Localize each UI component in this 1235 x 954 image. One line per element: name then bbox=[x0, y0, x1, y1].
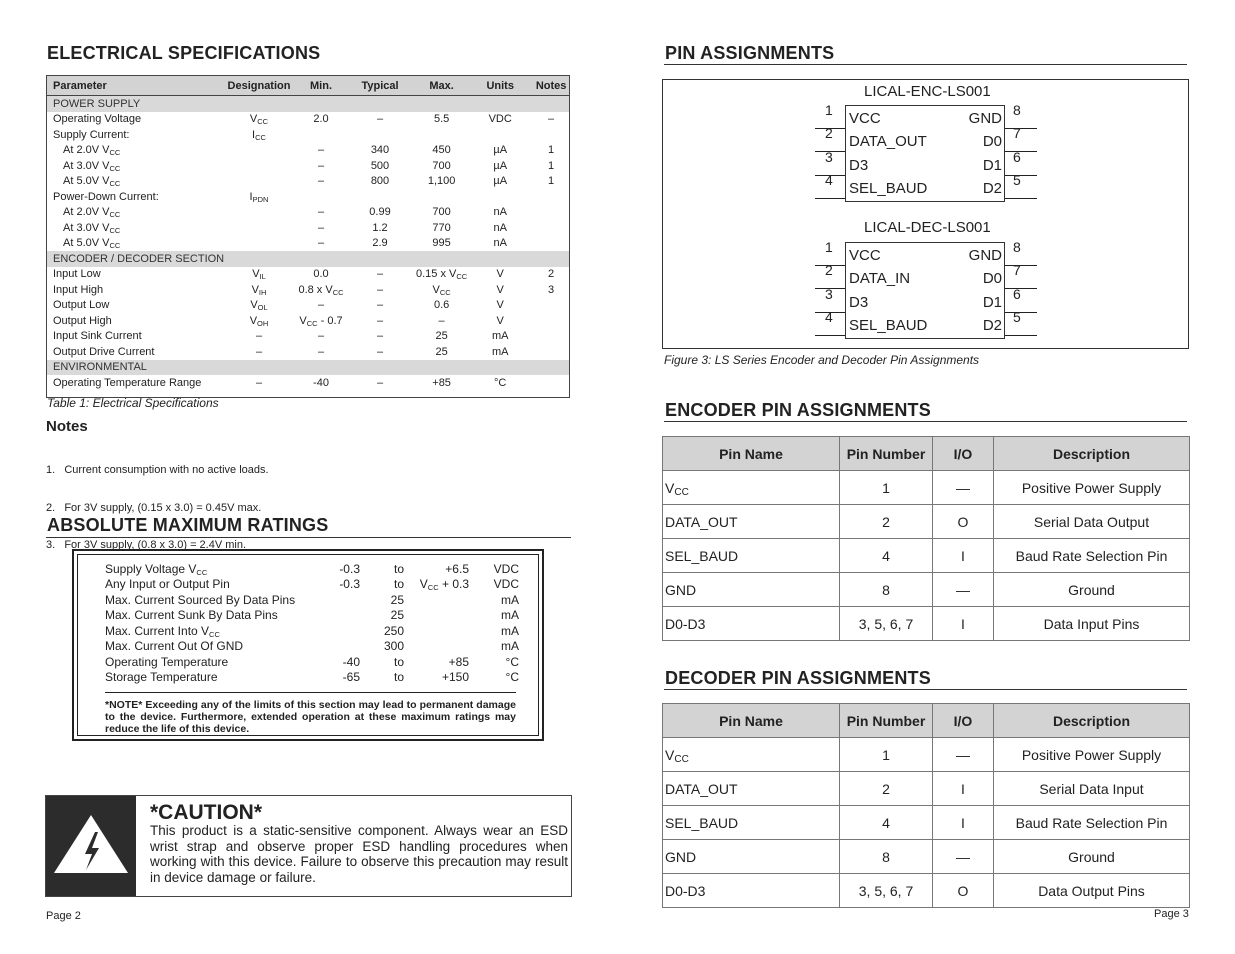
table-row: Max. Current Sunk By Data Pins 25 mA bbox=[105, 608, 519, 623]
decoder-pin-label: D0 bbox=[982, 270, 1002, 288]
decoder-pin-label: DATA_IN bbox=[849, 270, 911, 288]
encoder-pin-number: 6 bbox=[1013, 148, 1021, 165]
encoder-pin-label: VCC bbox=[849, 110, 881, 127]
decoder-pin-number: 8 bbox=[1013, 239, 1021, 255]
heading-rule bbox=[46, 537, 571, 538]
decoder-pin-label: D3 bbox=[849, 293, 869, 311]
column-header: Pin Name bbox=[663, 704, 840, 738]
absolute-max-ratings-table bbox=[105, 561, 519, 685]
heading-rule bbox=[664, 421, 1187, 422]
column-header: Notes bbox=[533, 76, 569, 96]
pin-name-cell: DATA_OUT bbox=[663, 772, 840, 806]
decoder-pin-label: SEL_BAUD bbox=[849, 316, 928, 334]
decoder-pin-number: 2 bbox=[825, 262, 833, 279]
heading-rule bbox=[664, 689, 1187, 690]
pin-name-cell: SEL_BAUD bbox=[663, 806, 840, 840]
table-row bbox=[663, 505, 1190, 539]
pin-name-cell: D0-D3 bbox=[663, 874, 840, 908]
description-cell: Serial Data Output bbox=[994, 505, 1190, 539]
amr-note: *NOTE* Exceeding any of the limits of this section may lead to permanent damage to the device. Furthermore, extended operation at these maximum ratings may reduce the life of this device. bbox=[105, 692, 516, 735]
caution-box bbox=[45, 795, 572, 897]
encoder-pin-lead bbox=[1005, 198, 1037, 199]
pin-name-cell: GND bbox=[663, 840, 840, 874]
description-cell: Baud Rate Selection Pin bbox=[994, 806, 1190, 840]
column-header: Max. bbox=[416, 76, 467, 96]
pin-name-cell: $V_{CC}$ bbox=[663, 738, 840, 772]
pin-number-cell: 3, 5, 6, 7 bbox=[840, 607, 933, 641]
description-cell: Baud Rate Selection Pin bbox=[994, 539, 1190, 573]
column-header: Description bbox=[994, 437, 1190, 471]
decoder-pin-number: 1 bbox=[825, 239, 833, 255]
pin-number-cell: 1 bbox=[840, 738, 933, 772]
table-row: At 3.0V $V_{CC}$ – 1.2 770 nA bbox=[63, 221, 507, 235]
encoder-pin-label: GND bbox=[968, 110, 1002, 127]
encoder-pin-number: 1 bbox=[825, 102, 833, 118]
pin-number-cell: 8 bbox=[840, 573, 933, 607]
decoder-pin-number: 5 bbox=[1013, 308, 1021, 325]
encoder-pin-label: D1 bbox=[982, 156, 1002, 174]
description-cell: Serial Data Input bbox=[994, 772, 1190, 806]
decoder-pin-number: 7 bbox=[1013, 262, 1021, 279]
decoder-chip-title: LICAL-DEC-LS001 bbox=[864, 219, 991, 236]
encoder-pin-label: DATA_OUT bbox=[849, 133, 927, 151]
pin-number-cell: 1 bbox=[840, 471, 933, 505]
table-row: Supply Voltage $V_{CC}$ -0.3 to +6.5 VDC bbox=[105, 561, 519, 577]
decoder-pin-lead bbox=[1005, 312, 1037, 313]
table-row: Input High $V_{IH}$ 0.8 x $V_{CC}$ – $V_{CC}$ V 3 bbox=[53, 283, 555, 297]
column-header: Pin Number bbox=[840, 437, 933, 471]
column-header: Min. bbox=[298, 76, 344, 96]
table-row: Operating Voltage $V_{CC}$ 2.0 – 5.5 VDC – bbox=[53, 113, 555, 127]
table-row: At 2.0V $V_{CC}$ – 340 450 µA 1 bbox=[63, 144, 555, 158]
column-header: I/O bbox=[933, 704, 994, 738]
table-row: Supply Current: $I_{CC}$ bbox=[53, 128, 266, 142]
amr-heading: ABSOLUTE MAXIMUM RATINGS bbox=[47, 515, 329, 535]
pin-number-cell: 4 bbox=[840, 539, 933, 573]
table-row: Power-Down Current: $I_{PDN}$ bbox=[53, 190, 269, 204]
description-cell: Positive Power Supply bbox=[994, 471, 1190, 505]
table-row: Input Low $V_{IL}$ 0.0 – 0.15 x $V_{CC}$ V 2 bbox=[53, 268, 555, 282]
pin-number-cell: 3, 5, 6, 7 bbox=[840, 874, 933, 908]
figure-caption: Figure 3: LS Series Encoder and Decoder Pin Assignments bbox=[664, 353, 980, 367]
table-caption: Table 1: Electrical Specifications bbox=[47, 396, 219, 410]
column-header: Pin Name bbox=[663, 437, 840, 471]
notes-list bbox=[46, 439, 269, 564]
table-row: Max. Current Out Of GND 300 mA bbox=[105, 639, 519, 654]
decoder-pin-label: D1 bbox=[982, 293, 1002, 311]
page-number-right: Page 3 bbox=[1154, 908, 1189, 920]
table-row: Any Input or Output Pin -0.3 to $V_{CC} + 0.3$ VDC bbox=[105, 577, 519, 593]
table-row: Output Low $V_{OL}$ – – 0.6 V bbox=[53, 299, 504, 313]
table-row bbox=[663, 573, 1190, 607]
table-row: Output Drive Current – – – 25 mA bbox=[53, 345, 509, 358]
column-header: Designation bbox=[220, 76, 298, 96]
note-item: 3. For 3V supply, (0.8 x 3.0) = 2.4V min. bbox=[46, 539, 247, 551]
decoder-pin-number: 4 bbox=[825, 308, 833, 325]
table-row: Input Sink Current – – – 25 mA bbox=[53, 330, 509, 343]
encoder-pin-lead bbox=[1005, 151, 1037, 152]
encoder-pin-number: 7 bbox=[1013, 125, 1021, 142]
column-header: I/O bbox=[933, 437, 994, 471]
column-header: Typical bbox=[344, 76, 416, 96]
section-row: POWER SUPPLY bbox=[47, 96, 570, 112]
encoder-pin-table bbox=[662, 436, 1190, 641]
warning-icon bbox=[46, 796, 136, 896]
table-row: Storage Temperature -65 to +150 °C bbox=[105, 670, 519, 685]
pin-number-cell: 4 bbox=[840, 806, 933, 840]
caution-text: This product is a static-sensitive component. Always wear an ESD wrist strap and observe proper ESD handling procedures when working with this device. Failure to observe this precaution may result in device damage or failure. bbox=[150, 823, 568, 885]
io-cell: — bbox=[933, 573, 994, 607]
pin-number-cell: 2 bbox=[840, 772, 933, 806]
table-row: At 5.0V $V_{CC}$ – 800 1,100 µA 1 bbox=[63, 175, 555, 189]
decoder-table-heading: DECODER PIN ASSIGNMENTS bbox=[665, 668, 931, 688]
pin-name-cell: D0-D3 bbox=[663, 607, 840, 641]
io-cell: I bbox=[933, 806, 994, 840]
column-header: Parameter bbox=[47, 76, 221, 96]
notes-heading: Notes bbox=[46, 418, 88, 435]
io-cell: O bbox=[933, 505, 994, 539]
electrical-specs-heading: ELECTRICAL SPECIFICATIONS bbox=[47, 43, 321, 63]
table-row: Max. Current Into $V_{CC}$ 250 mA bbox=[105, 623, 519, 639]
column-header: Description bbox=[994, 704, 1190, 738]
encoder-chip-title: LICAL-ENC-LS001 bbox=[864, 83, 991, 100]
description-cell: Data Output Pins bbox=[994, 874, 1190, 908]
encoder-pin-lead bbox=[1005, 128, 1037, 129]
table-header-row bbox=[663, 437, 1190, 471]
pin-name-cell: SEL_BAUD bbox=[663, 539, 840, 573]
table-row: At 5.0V $V_{CC}$ – 2.9 995 nA bbox=[63, 237, 507, 251]
heading-rule bbox=[664, 64, 1187, 65]
caution-title: *CAUTION* bbox=[150, 801, 263, 824]
table-row bbox=[663, 607, 1190, 641]
pin-name-cell: GND bbox=[663, 573, 840, 607]
encoder-pin-number: 4 bbox=[825, 171, 833, 188]
encoder-pin-number: 8 bbox=[1013, 102, 1021, 118]
column-header: Pin Number bbox=[840, 704, 933, 738]
note-item: 1. Current consumption with no active loads. bbox=[46, 464, 269, 476]
encoder-pin-label: SEL_BAUD bbox=[849, 179, 928, 197]
pin-diagram bbox=[662, 79, 1189, 349]
encoder-pin-lead bbox=[815, 198, 845, 199]
table-header-row bbox=[47, 76, 570, 96]
encoder-pin-label: D3 bbox=[849, 156, 869, 174]
note-item: 2. For 3V supply, (0.15 x 3.0) = 0.45V max. bbox=[46, 501, 262, 514]
encoder-pin-number: 3 bbox=[825, 148, 833, 165]
pin-number-cell: 8 bbox=[840, 840, 933, 874]
table-row bbox=[663, 772, 1190, 806]
decoder-pin-lead bbox=[1005, 335, 1037, 336]
table-row bbox=[663, 539, 1190, 573]
table-row: Max. Current Sourced By Data Pins 25 mA bbox=[105, 592, 519, 607]
table-row: At 2.0V $V_{CC}$ – 0.99 700 nA bbox=[63, 206, 507, 220]
encoder-table-heading: ENCODER PIN ASSIGNMENTS bbox=[665, 400, 931, 420]
encoder-pin-number: 2 bbox=[825, 125, 833, 142]
pin-name-cell: $V_{CC}$ bbox=[663, 471, 840, 505]
table-row: At 3.0V $V_{CC}$ – 500 700 µA 1 bbox=[63, 159, 555, 173]
description-cell: Positive Power Supply bbox=[994, 738, 1190, 772]
table-row bbox=[663, 840, 1190, 874]
decoder-pin-label: VCC bbox=[849, 247, 881, 264]
io-cell: — bbox=[933, 471, 994, 505]
electrical-specs-table bbox=[46, 75, 570, 398]
page-number-left: Page 2 bbox=[46, 910, 81, 922]
decoder-pin-lead bbox=[1005, 265, 1037, 266]
table-row bbox=[663, 806, 1190, 840]
encoder-pin-label: D0 bbox=[982, 133, 1002, 151]
section-row: ENVIRONMENTAL bbox=[47, 360, 570, 376]
io-cell: I bbox=[933, 539, 994, 573]
absolute-max-ratings-box bbox=[72, 549, 544, 741]
decoder-pin-table bbox=[662, 703, 1190, 908]
table-row bbox=[663, 471, 1190, 505]
section-row: ENCODER / DECODER SECTION bbox=[47, 251, 570, 267]
pin-name-cell: DATA_OUT bbox=[663, 505, 840, 539]
table-row: Operating Temperature Range – -40 – +85 °C bbox=[53, 376, 507, 389]
io-cell: — bbox=[933, 738, 994, 772]
table-row bbox=[663, 874, 1190, 908]
encoder-pin-lead bbox=[1005, 175, 1037, 176]
table-header-row bbox=[663, 704, 1190, 738]
column-header: Units bbox=[467, 76, 533, 96]
io-cell: I bbox=[933, 772, 994, 806]
encoder-pin-number: 5 bbox=[1013, 171, 1021, 188]
description-cell: Data Input Pins bbox=[994, 607, 1190, 641]
table-row: Output High $V_{OH}$ $V_{CC} - 0.7$ – – V bbox=[53, 314, 504, 328]
io-cell: I bbox=[933, 607, 994, 641]
io-cell: O bbox=[933, 874, 994, 908]
decoder-pin-label: D2 bbox=[982, 316, 1002, 334]
decoder-pin-lead bbox=[815, 335, 845, 336]
decoder-pin-label: GND bbox=[968, 247, 1002, 264]
encoder-pin-label: D2 bbox=[982, 179, 1002, 197]
decoder-pin-number: 6 bbox=[1013, 285, 1021, 302]
table-row: Operating Temperature -40 to +85 °C bbox=[105, 654, 519, 669]
decoder-pin-number: 3 bbox=[825, 285, 833, 302]
table-row bbox=[663, 738, 1190, 772]
io-cell: — bbox=[933, 840, 994, 874]
decoder-pin-lead bbox=[1005, 288, 1037, 289]
description-cell: Ground bbox=[994, 573, 1190, 607]
pin-number-cell: 2 bbox=[840, 505, 933, 539]
pin-assignments-heading: PIN ASSIGNMENTS bbox=[665, 43, 835, 63]
description-cell: Ground bbox=[994, 840, 1190, 874]
